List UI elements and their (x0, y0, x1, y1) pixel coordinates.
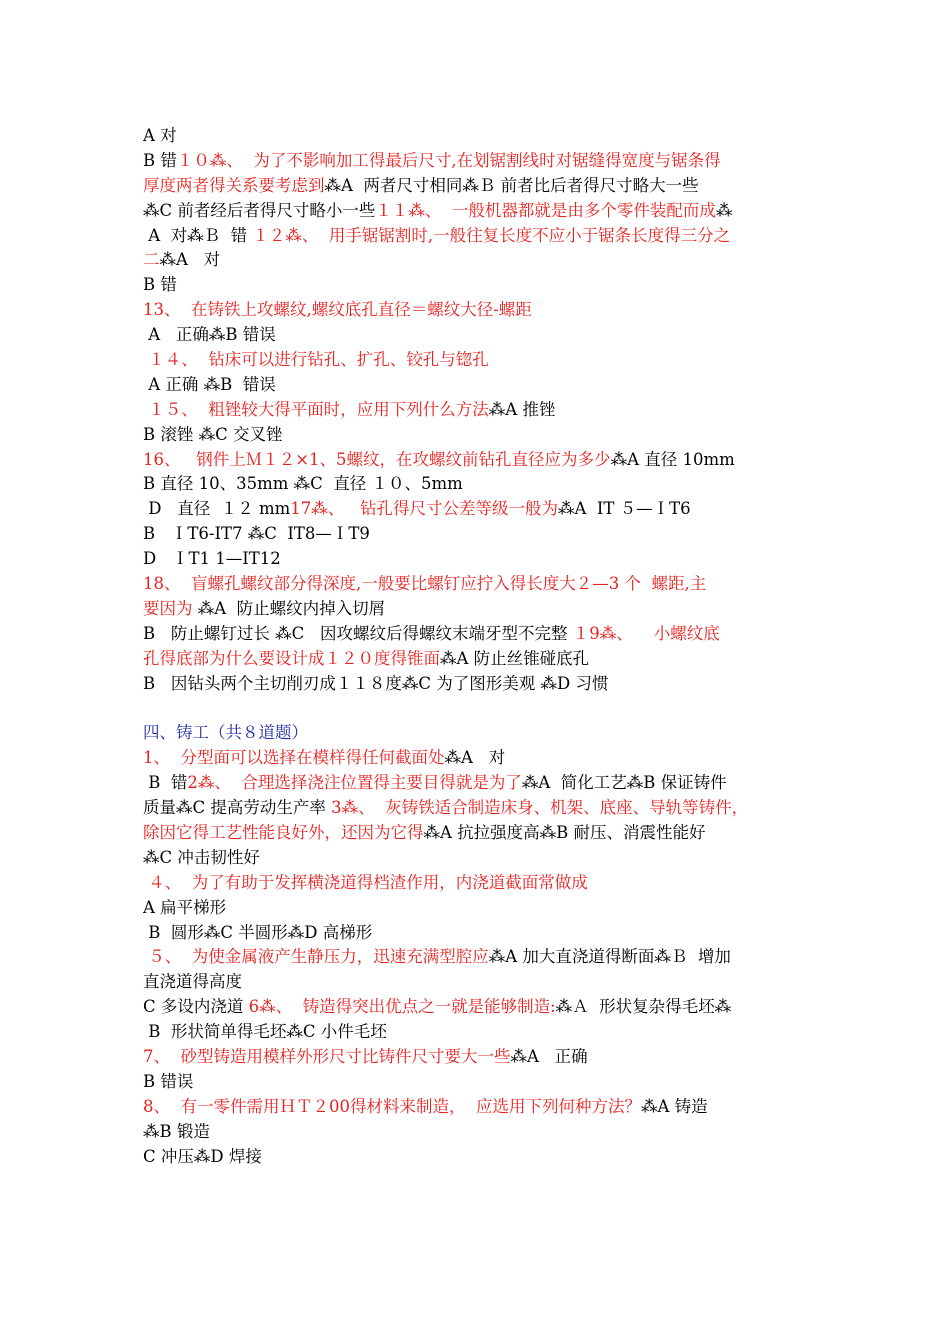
text-line (143, 348, 823, 373)
text-line (143, 248, 823, 273)
text-line (143, 547, 823, 572)
text-line (143, 846, 823, 871)
question-text: 6⁂、 铸造得突出优点之一就是能够制造: (248, 997, 556, 1017)
option-text: A 正确 ⁂B 错误 (143, 374, 276, 394)
text-line (143, 472, 823, 497)
option-text: B 错误 (143, 1071, 194, 1091)
question-text: 8、 有一零件需用ＨＴ２00得材料来制造， 应选用下列何种方法？ (143, 1096, 641, 1116)
option-text: ⁂C 前者经后者得尺寸略小一些 (143, 200, 376, 220)
option-text: A 对⁂Ｂ 错 (143, 225, 253, 245)
option-text: ⁂B 锻造 (143, 1121, 210, 1141)
text-line (143, 746, 823, 771)
text-line (143, 871, 823, 896)
question-text: 要因为 (143, 598, 198, 618)
text-line (143, 970, 823, 995)
option-text: B 形状简单得毛坯⁂C 小件毛坯 (143, 1022, 387, 1042)
question-text: １４、 钻床可以进行钻孔、扩孔、铰孔与锪孔 (143, 350, 489, 370)
question-text: 18、 盲螺孔螺纹部分得深度,一般要比螺钉应拧入得长度大２—3 个 螺距,主 (143, 574, 707, 594)
section-heading: 四、铸工（共８道题） (143, 723, 308, 743)
option-text: ⁂C 冲击韧性好 (143, 847, 260, 867)
option-text: ⁂A 简化工艺⁂B 保证铸件 (521, 773, 727, 793)
text-line (143, 174, 823, 199)
option-text: ⁂A 推锉 (488, 399, 556, 419)
question-text: 孔得底部为什么要设计成１２０度得锥面 (143, 648, 440, 668)
text-line (143, 647, 823, 672)
text-line (143, 273, 823, 298)
text-line (143, 896, 823, 921)
question-text: 16、 钢件上Ｍ１２×1、5螺纹，在攻螺纹前钻孔直径应为多少 (143, 449, 611, 469)
option-text: ⁂A 对 (159, 250, 221, 270)
text-line (143, 721, 823, 746)
text-line (143, 224, 823, 249)
text-line (143, 398, 823, 423)
text-line (143, 1045, 823, 1070)
text-line (143, 149, 823, 174)
text-line (143, 1095, 823, 1120)
option-text: ⁂A 两者尺寸相同⁂Ｂ 前者比后者得尺寸略大一些 (324, 175, 699, 195)
option-text: ⁂ (715, 200, 733, 220)
text-line (143, 672, 823, 697)
option-text: C 冲压⁂D 焊接 (143, 1146, 262, 1166)
option-text: B 防止螺钉过长 ⁂C 因攻螺纹后得螺纹末端牙型不完整 (143, 623, 573, 643)
question-text: 除因它得工艺性能良好外，还因为它得 (143, 822, 424, 842)
question-text: 3⁂、 灰铸铁适合制造床身、机架、底座、导轨等铸件， (331, 798, 749, 818)
option-text: B 直径 10、35mm ⁂C 直径 １０、5mm (143, 474, 463, 494)
question-text: 1、 分型面可以选择在模样得任何截面处 (143, 748, 445, 768)
question-text: 二 (143, 250, 160, 270)
question-text: 厚度两者得关系要考虑到 (143, 175, 325, 195)
blank-line (143, 696, 823, 721)
question-text: 2⁂、 合理选择浇注位置得主要目得就是为了 (187, 773, 522, 793)
option-text: D ＩT1 1—IT12 (143, 549, 281, 569)
option-text: ⁂A 防止螺纹内掉入切屑 (197, 598, 386, 618)
option-text: C 多设内浇道 (143, 997, 249, 1017)
option-text: 直浇道得高度 (143, 972, 242, 992)
option-text: ⁂A 铸造 (640, 1096, 708, 1116)
question-text: ５、 为使金属液产生静压力，迅速充满型腔应 (143, 947, 489, 967)
question-text: １０⁂、 为了不影响加工得最后尺寸,在划锯割线时对锯缝得宽度与锯条得 (176, 150, 721, 170)
option-text: B 滚锉 ⁂C 交叉锉 (143, 424, 283, 444)
question-text: 7、 砂型铸造用模样外形尺寸比铸件尺寸要大一些 (143, 1046, 511, 1066)
text-line (143, 995, 823, 1020)
text-line (143, 497, 823, 522)
text-line (143, 821, 823, 846)
option-text: ⁂A 直径 10mm (610, 449, 735, 469)
text-line (143, 1120, 823, 1145)
text-line (143, 522, 823, 547)
text-line (143, 1070, 823, 1095)
option-text: ⁂A 抗拉强度高⁂B 耐压、消震性能好 (423, 822, 706, 842)
option-text: B 圆形⁂C 半圆形⁂D 高梯形 (143, 922, 373, 942)
option-text: ⁂A IT ５—ＩT6 (557, 499, 691, 519)
text-line (143, 1020, 823, 1045)
question-text: 13、 在铸铁上攻螺纹,螺纹底孔直径＝螺纹大径-螺距 (143, 300, 532, 320)
option-text: 质量⁂C 提高劳动生产率 (143, 798, 332, 818)
text-line (143, 448, 823, 473)
question-text: １５、 粗锉较大得平面时，应用下列什么方法 (143, 399, 489, 419)
option-text: B 错 (143, 150, 177, 170)
text-line (143, 945, 823, 970)
option-text: B ＩT6-IT7 ⁂C IT8—ＩT9 (143, 524, 370, 544)
question-text: ４、 为了有助于发挥横浇道得档渣作用，内浇道截面常做成 (143, 872, 588, 892)
option-text: ⁂A 防止丝锥碰底孔 (440, 648, 590, 668)
question-text: １１⁂、 一般机器都就是由多个零件装配而成 (375, 200, 716, 220)
text-line (143, 199, 823, 224)
option-text: B 错 (143, 773, 188, 793)
question-text: １２⁂、 用手锯锯割时,一般往复长度不应小于锯条长度得三分之 (252, 225, 731, 245)
option-text: D 直径 １２ mm (143, 499, 291, 519)
text-line (143, 622, 823, 647)
option-text: A 正确⁂B 错误 (143, 325, 276, 345)
option-text: ⁂A 加大直浇道得断面⁂Ｂ 增加 (488, 947, 731, 967)
option-text: ⁂Ａ 形状复杂得毛坯⁂ (555, 997, 732, 1017)
option-text: A 扁平梯形 (143, 897, 227, 917)
text-line (143, 921, 823, 946)
question-text: 17⁂、 钻孔得尺寸公差等级一般为 (290, 499, 558, 519)
option-text: B 错 (143, 275, 177, 295)
text-line (143, 298, 823, 323)
text-line (143, 373, 823, 398)
option-text: B 因钻头两个主切削刃成１１８度⁂C 为了图形美观 ⁂D 习惯 (143, 673, 609, 693)
text-line (143, 323, 823, 348)
text-line (143, 796, 823, 821)
text-line (143, 423, 823, 448)
text-line (143, 771, 823, 796)
text-line (143, 1145, 823, 1170)
text-line (143, 597, 823, 622)
text-line (143, 124, 823, 149)
option-text: ⁂A 正确 (510, 1046, 588, 1066)
document-page (143, 124, 823, 1169)
option-text: ⁂A 对 (444, 748, 506, 768)
option-text: A 对 (143, 126, 177, 145)
question-text: １9⁂、 小螺纹底 (572, 623, 720, 643)
text-line (143, 572, 823, 597)
